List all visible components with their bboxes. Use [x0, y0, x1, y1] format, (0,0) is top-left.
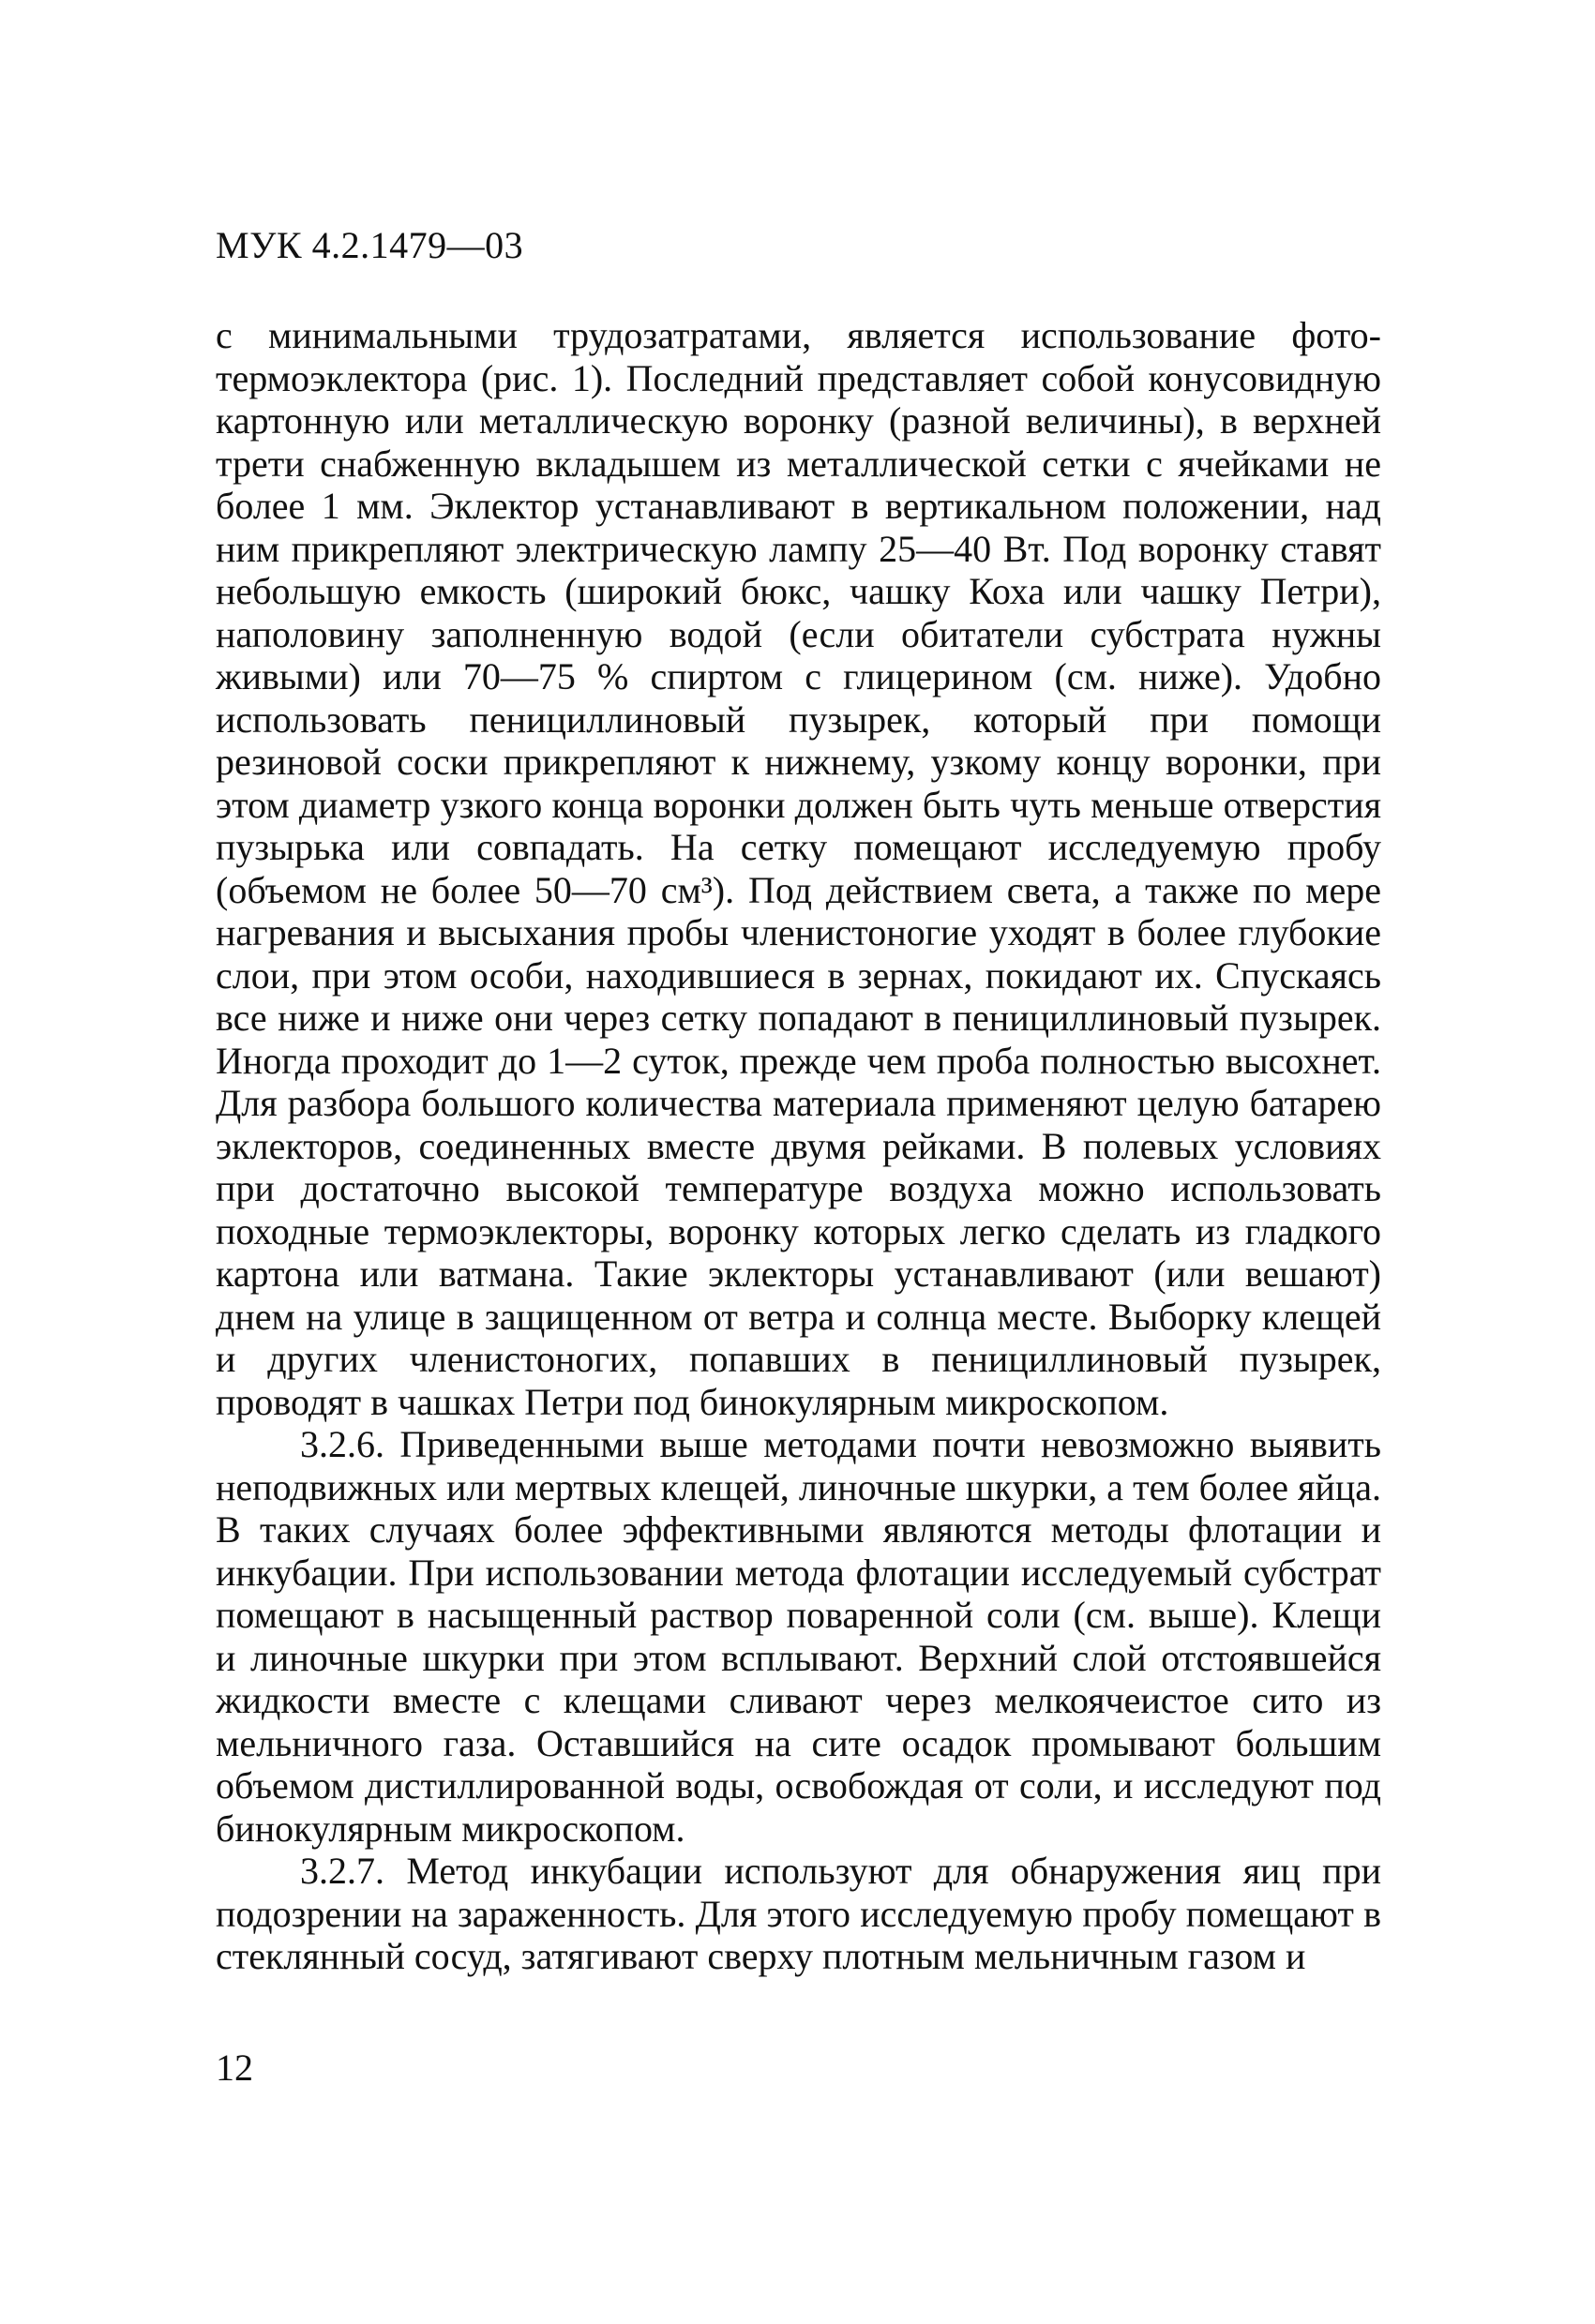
- paragraph-continuation: с минимальными трудозатратами, является использование фото-термоэклектора (рис. 1). Последний представляет собой конусовидную картонную или металлическую воронку (разной величины), в верхней трети снабженную вкладышем из металлической сетки с ячейками не более 1 мм. Эклектор устанавливают в вертикальном положении, над ним прикрепляют электрическую лампу 25—40 Вт. Под воронку ставят небольшую емкость (широкий бюкс, чашку Коха или чашку Петри), наполовину заполненную водой (если обитатели субстрата нужны живыми) или 70—75 % спиртом с глицерином (см. ниже). Удобно использовать пенициллиновый пузырек, который при помощи резиновой соски прикрепляют к нижнему, узкому концу воронки, при этом диаметр узкого конца воронки должен быть чуть меньше отверстия пузырька или совпадать. На сетку помещают исследуемую пробу (объемом не более 50—70 см³). Под действием света, а также по мере нагревания и высыхания пробы членистоногие уходят в более глубокие слои, при этом особи, находившиеся в зернах, покидают их. Спускаясь все ниже и ниже они через сетку попадают в пенициллиновый пузырек. Иногда проходит до 1—2 суток, прежде чем проба полностью высохнет. Для разбора большого количества материала применяют целую батарею эклекторов, соединенных вместе двумя рейками. В полевых условиях при достаточно высокой температуре воздуха можно использовать походные термоэклекторы, воронку которых легко сделать из гладкого картона или ватмана. Такие эклекторы устанавливают (или вешают) днем на улице в защищенном от ветра и солнца месте. Выборку клещей и других членистоногих, попавших в пенициллиновый пузырек, проводят в чашках Петри под бинокулярным микроскопом.: [216, 314, 1381, 1423]
- running-header: МУК 4.2.1479—03: [216, 224, 524, 266]
- body-text: [216, 314, 1381, 1978]
- paragraph-3-2-7: 3.2.7. Метод инкубации используют для обнаружения яиц при подозрении на зараженность. Для этого исследуемую пробу помещают в стеклянный сосуд, затягивают сверху плотным мельничным газом и: [216, 1850, 1381, 1977]
- page-number: 12: [216, 2047, 253, 2089]
- paragraph-3-2-6: 3.2.6. Приведенными выше методами почти невозможно выявить неподвижных или мертвых клещей, линочные шкурки, а тем более яйца. В таких случаях более эффективными являются методы флотации и инкубации. При использовании метода флотации исследуемый субстрат помещают в насыщенный раствор поваренной соли (см. выше). Клещи и линочные шкурки при этом всплывают. Верхний слой отстоявшейся жидкости вместе с клещами сливают через мелкоячеистое сито из мельничного газа. Оставшийся на сите осадок промывают большим объемом дистиллированной воды, освобождая от соли, и исследуют под бинокулярным микроскопом.: [216, 1423, 1381, 1850]
